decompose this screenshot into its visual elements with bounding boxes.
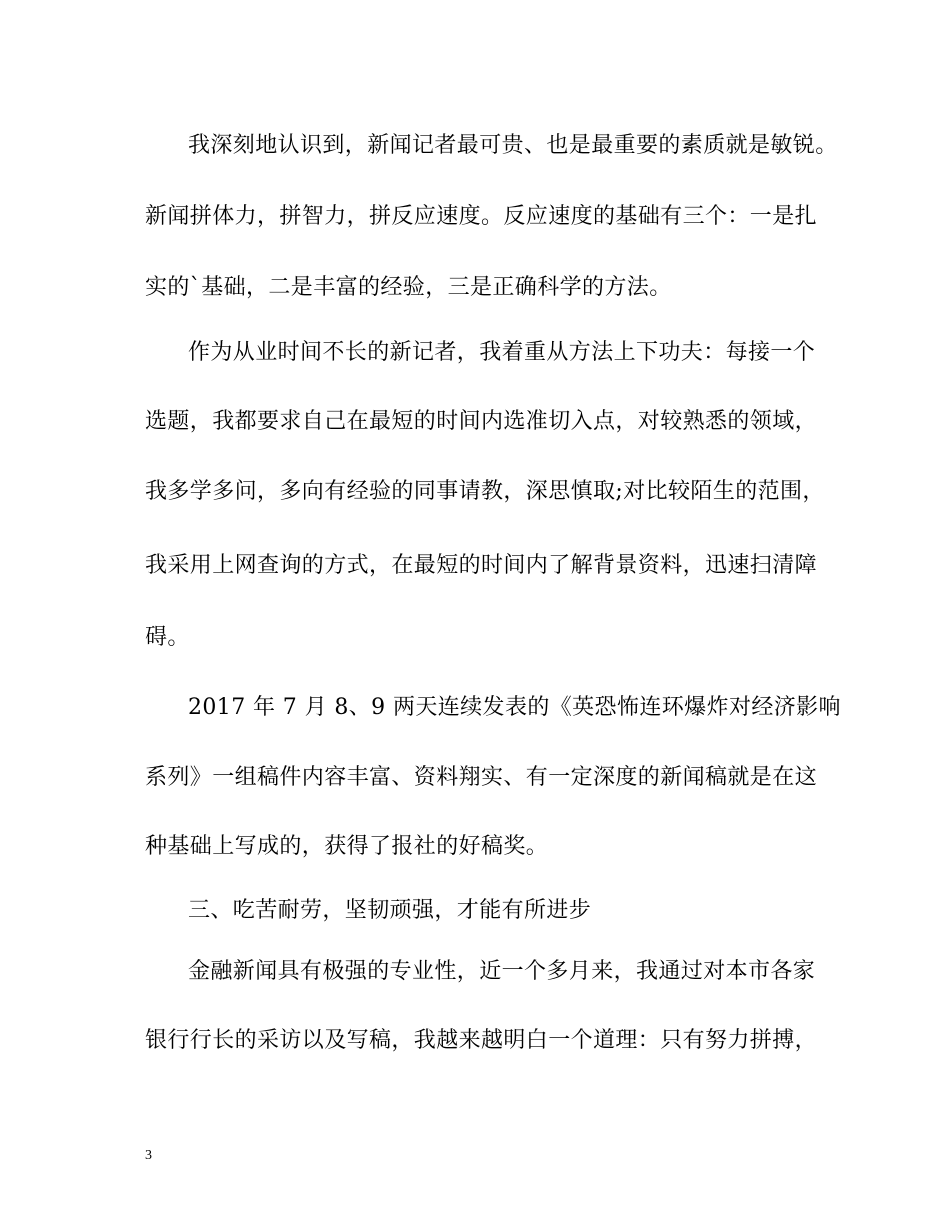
text-line: 金融新闻具有极强的专业性，近一个多月来，我通过对本市各家 — [188, 959, 816, 984]
text-line: 碍。 — [145, 625, 190, 650]
text-line: 种基础上写成的，获得了报社的好稿奖。 — [145, 834, 549, 859]
text-line: 系列》一组稿件内容丰富、资料翔实、有一定深度的新闻稿就是在这 — [145, 765, 818, 790]
text-line: 新闻拼体力，拼智力，拼反应速度。反应速度的基础有三个：一是扎 — [145, 204, 818, 229]
text-line: 我采用上网查询的方式，在最短的时间内了解背景资料，迅速扫清障 — [145, 553, 818, 578]
text-line: 实的`基础，二是丰富的经验，三是正确科学的方法。 — [145, 275, 672, 300]
text-line: 作为从业时间不长的新记者，我着重从方法上下功夫：每接一个 — [188, 340, 816, 365]
text-line: 我深刻地认识到，新闻记者最可贵、也是最重要的素质就是敏锐。 — [188, 133, 838, 158]
text-line: 银行行长的采访以及写稿，我越来越明白一个道理：只有努力拼搏， — [145, 1028, 818, 1053]
section-heading: 三、吃苦耐劳，坚韧顽强，才能有所进步 — [188, 898, 592, 923]
page-number: 3 — [145, 1148, 152, 1163]
text-line: 选题，我都要求自己在最短的时间内选准切入点，对较熟悉的领域， — [145, 409, 818, 434]
text-line: 我多学多问，多向有经验的同事请教，深思慎取;对比较陌生的范围， — [145, 479, 825, 504]
text-line: 2017 年 7 月 8、9 两天连续发表的《英恐怖连环爆炸对经济影响 — [188, 695, 841, 720]
